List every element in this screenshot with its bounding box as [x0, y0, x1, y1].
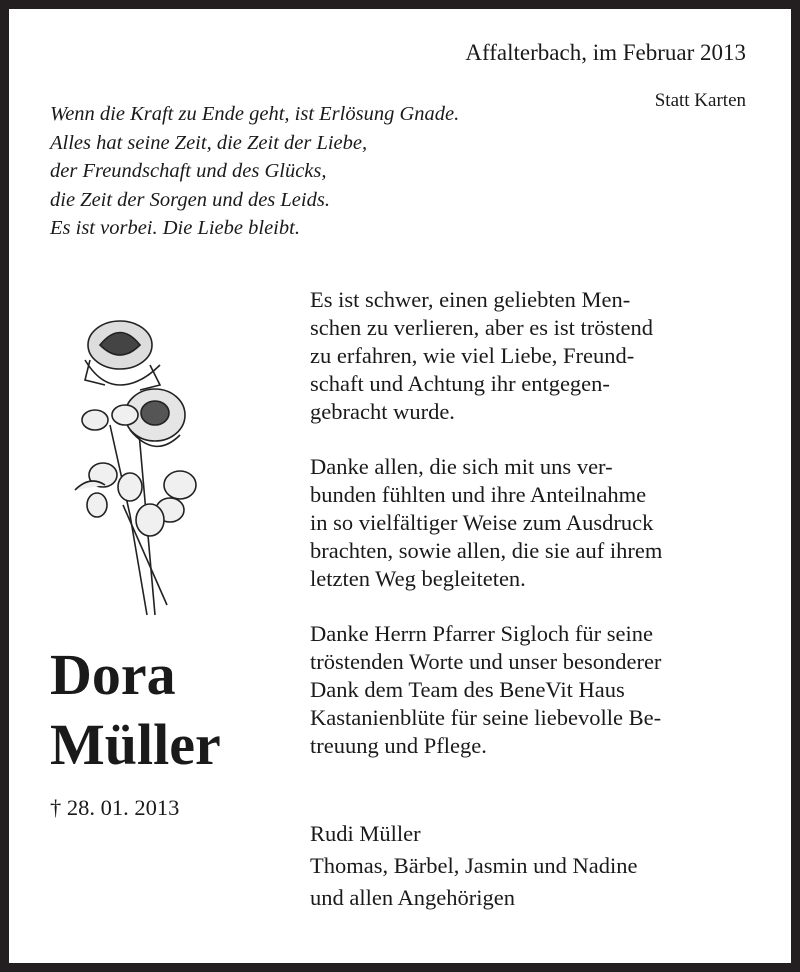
- deceased-name: [50, 640, 221, 780]
- poem: [50, 100, 459, 243]
- text-line: gebracht wurde.: [310, 399, 455, 424]
- text-line: Es ist schwer, einen geliebten Men-: [310, 287, 631, 312]
- last-name: Müller: [50, 712, 221, 777]
- signature: [310, 818, 637, 914]
- rose-bud: [82, 410, 108, 430]
- text-line: Danke Herrn Pfarrer Sigloch für seine: [310, 621, 653, 646]
- place-date: Affalterbach, im Februar 2013: [465, 40, 746, 65]
- rose-illustration: [55, 315, 205, 625]
- text-line: zu erfahren, wie viel Liebe, Freund-: [310, 343, 635, 368]
- paragraph: [310, 286, 662, 426]
- poem-line: Wenn die Kraft zu Ende geht, ist Erlösung Gnade.: [50, 103, 460, 125]
- poem-line: Es ist vorbei. Die Liebe bleibt.: [50, 217, 300, 239]
- text-line: schen zu verlieren, aber es ist tröstend: [310, 315, 653, 340]
- signature-line: Thomas, Bärbel, Jasmin und Nadine: [310, 853, 638, 878]
- paragraph: [310, 620, 662, 760]
- text-line: bunden fühlten und ihre Anteilnahme: [310, 482, 647, 507]
- death-date: † 28. 01. 2013: [50, 795, 180, 820]
- text-line: Dank dem Team des BeneVit Haus: [310, 677, 625, 702]
- text-line: Danke allen, die sich mit uns ver-: [310, 454, 613, 479]
- paragraph: [310, 453, 662, 593]
- message-body: [310, 286, 662, 787]
- poem-line: Alles hat seine Zeit, die Zeit der Liebe,: [50, 131, 368, 154]
- text-line: treuung und Pflege.: [310, 733, 487, 758]
- signature-line: Rudi Müller: [310, 821, 421, 846]
- text-line: letzten Weg begleiteten.: [310, 566, 526, 591]
- poem-line: die Zeit der Sorgen und des Leids.: [50, 188, 330, 211]
- text-line: tröstenden Worte und unser besonderer: [310, 649, 662, 674]
- statt-karten: Statt Karten: [654, 90, 746, 111]
- poem-line: der Freundschaft und des Glücks,: [50, 160, 327, 182]
- text-line: in so vielfältiger Weise zum Ausdruck: [310, 510, 654, 535]
- text-line: schaft und Achtung ihr entgegen-: [310, 371, 610, 396]
- rose-top: [85, 321, 160, 390]
- signature-line: und allen Angehörigen: [310, 885, 515, 910]
- first-name: Dora: [50, 642, 176, 707]
- text-line: brachten, sowie allen, die sie auf ihrem: [310, 538, 663, 563]
- text-line: Kastanienblüte für seine liebevolle Be-: [310, 705, 662, 730]
